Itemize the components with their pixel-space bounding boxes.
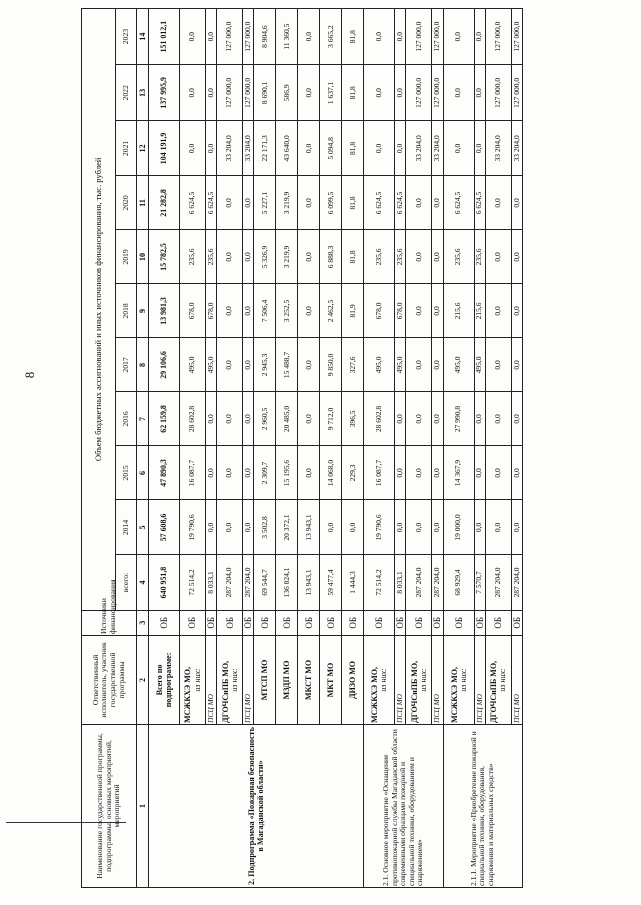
- executor-subnote: из них:: [192, 668, 202, 692]
- value-year-cell: 16 087,7: [180, 446, 206, 500]
- value-year-cell: 0,0: [243, 446, 254, 500]
- value-year-cell: 0,0: [243, 176, 254, 230]
- value-year-cell: 81,8: [342, 9, 364, 65]
- value-total-cell: 287 204,0: [243, 555, 254, 610]
- value-year-cell: 104 191,9: [149, 121, 180, 176]
- value-total-cell: 7 570,7: [474, 555, 485, 610]
- value-total-cell: 69 544,7: [254, 555, 276, 610]
- executor-name: ПСЦ МО: [205, 693, 215, 723]
- executor-cell: [320, 635, 342, 724]
- value-year-cell: 0,0: [406, 284, 432, 338]
- header-col-number: 13: [137, 65, 149, 121]
- value-year-cell: 0,0: [206, 392, 217, 446]
- value-year-cell: 81,8: [342, 230, 364, 284]
- executor-cell: [511, 635, 522, 724]
- value-year-cell: 0,0: [206, 9, 217, 65]
- value-year-cell: 0,0: [395, 446, 406, 500]
- value-year-cell: 6 624,5: [206, 176, 217, 230]
- value-year-cell: 678,0: [180, 284, 206, 338]
- value-year-cell: 586,9: [276, 65, 298, 121]
- value-year-cell: 21 282,8: [149, 176, 180, 230]
- header-numbers-row: [137, 9, 149, 888]
- executor-name: ПСЦ МО: [511, 693, 521, 723]
- value-year-cell: 0,0: [243, 338, 254, 392]
- value-year-cell: 0,0: [474, 121, 485, 176]
- value-year-cell: 15 488,7: [276, 338, 298, 392]
- header-col-number: 9: [137, 284, 149, 338]
- value-total-cell: 72 514,2: [180, 555, 206, 610]
- value-year-cell: 29 106,6: [149, 338, 180, 392]
- executor-name: МСЖКХЭ МО,: [183, 667, 193, 723]
- value-year-cell: 57 608,6: [149, 500, 180, 555]
- value-year-cell: 0,0: [432, 176, 443, 230]
- financing-source-cell: ОБ: [298, 610, 320, 635]
- value-total-cell: 640 951,8: [149, 555, 180, 610]
- value-year-cell: 14 068,0: [320, 446, 342, 500]
- value-year-cell: 0,0: [406, 500, 432, 555]
- financing-source-cell: ОБ: [149, 610, 180, 635]
- value-year-cell: 0,0: [432, 284, 443, 338]
- value-year-cell: 0,0: [511, 500, 522, 555]
- value-year-cell: 0,0: [243, 500, 254, 555]
- value-total-cell: 136 824,1: [276, 555, 298, 610]
- value-year-cell: 0,0: [395, 500, 406, 555]
- value-year-cell: 151 012,1: [149, 9, 180, 65]
- header-col-number: 11: [137, 176, 149, 230]
- value-year-cell: 127 000,0: [485, 9, 511, 65]
- value-year-cell: 127 000,0: [406, 65, 432, 121]
- executor-name: МКТ МО: [326, 662, 336, 698]
- value-year-cell: 0,0: [364, 65, 395, 121]
- header-year: 2020: [116, 176, 137, 230]
- executor-subnote: из них:: [498, 668, 508, 692]
- value-year-cell: 22 171,3: [254, 121, 276, 176]
- executor-cell: [298, 635, 320, 724]
- value-year-cell: 1 637,1: [320, 65, 342, 121]
- value-year-cell: 235,6: [206, 230, 217, 284]
- executor-name: МЗДП МО: [282, 660, 292, 700]
- value-year-cell: 6 624,5: [395, 176, 406, 230]
- value-year-cell: 0,0: [320, 500, 342, 555]
- header-year: 2019: [116, 230, 137, 284]
- value-total-cell: 1 444,3: [342, 555, 364, 610]
- value-year-cell: 0,0: [485, 230, 511, 284]
- value-year-cell: 0,0: [206, 446, 217, 500]
- value-year-cell: 0,0: [432, 230, 443, 284]
- budget-table: [81, 8, 523, 888]
- value-year-cell: 137 995,9: [149, 65, 180, 121]
- value-year-cell: 3 665,2: [320, 9, 342, 65]
- value-year-cell: 235,6: [474, 230, 485, 284]
- value-year-cell: 0,0: [443, 121, 474, 176]
- executor-cell: [395, 635, 406, 724]
- value-year-cell: 396,5: [342, 392, 364, 446]
- executor-name: ДГОЧСиПБ МО,: [409, 660, 419, 723]
- header-col-number: 8: [137, 338, 149, 392]
- value-year-cell: 0,0: [298, 284, 320, 338]
- program-name-cell: 2. Подпрограмма «Пожарная безопасность в Магаданской области»: [149, 724, 364, 887]
- table-row: [443, 9, 474, 888]
- value-year-cell: 0,0: [511, 392, 522, 446]
- value-year-cell: 0,0: [474, 446, 485, 500]
- value-year-cell: 13 981,3: [149, 284, 180, 338]
- executor-name: МТСП МО: [260, 659, 270, 701]
- value-year-cell: 0,0: [217, 230, 243, 284]
- value-year-cell: 6 624,5: [180, 176, 206, 230]
- value-year-cell: 6 888,3: [320, 230, 342, 284]
- rotated-table-container: [81, 8, 641, 888]
- value-year-cell: 33 204,0: [217, 121, 243, 176]
- executor-cell: [243, 635, 254, 724]
- value-year-cell: 127 000,0: [217, 9, 243, 65]
- value-year-cell: 0,0: [485, 392, 511, 446]
- value-year-cell: 3 502,8: [254, 500, 276, 555]
- value-year-cell: 0,0: [406, 446, 432, 500]
- value-year-cell: 0,0: [474, 9, 485, 65]
- program-name-cell: 2.1. Основное мероприятие «Оснащение противопожарной службы Магаданской области современными образцами пожарной и специальной техники, оборудованием и снаряжением»: [364, 724, 443, 887]
- table-row: [149, 9, 180, 888]
- value-year-cell: 0,0: [342, 500, 364, 555]
- header-col-number: 10: [137, 230, 149, 284]
- value-year-cell: 0,0: [395, 65, 406, 121]
- table-row: [364, 9, 395, 888]
- value-total-cell: 72 514,2: [364, 555, 395, 610]
- value-total-cell: 59 477,4: [320, 555, 342, 610]
- header-budget-total: Объем бюджетных ассигнований и иных источников финансирования, тыс. рублей: [82, 9, 116, 611]
- executor-cell: [254, 635, 276, 724]
- value-year-cell: 2 960,5: [254, 392, 276, 446]
- value-year-cell: 81,8: [342, 65, 364, 121]
- value-year-cell: 0,0: [432, 500, 443, 555]
- value-year-cell: 0,0: [298, 338, 320, 392]
- value-year-cell: 15 195,6: [276, 446, 298, 500]
- value-total-cell: 8 033,1: [395, 555, 406, 610]
- value-year-cell: 0,0: [485, 176, 511, 230]
- value-year-cell: 0,0: [511, 446, 522, 500]
- header-col-number: 3: [137, 610, 149, 635]
- executor-name: Всего по подпрограмме:: [154, 652, 173, 708]
- value-year-cell: 127 000,0: [485, 65, 511, 121]
- executor-cell: [364, 635, 395, 724]
- financing-source-cell: ОБ: [276, 610, 298, 635]
- value-year-cell: 0,0: [485, 338, 511, 392]
- value-year-cell: 0,0: [298, 230, 320, 284]
- header-name: Наименование государственной программы, подпрограммы, основных мероприятий, мероприятий: [82, 724, 137, 887]
- value-year-cell: 0,0: [243, 284, 254, 338]
- value-year-cell: 127 000,0: [243, 65, 254, 121]
- executor-name: ДГОЧСиПБ МО,: [220, 660, 230, 723]
- header-year: 2014: [116, 500, 137, 555]
- value-year-cell: 28 602,8: [364, 392, 395, 446]
- financing-source-cell: ОБ: [485, 610, 511, 635]
- executor-name: ПСЦ МО: [395, 693, 405, 723]
- header-col-number: 6: [137, 446, 149, 500]
- value-year-cell: 0,0: [298, 176, 320, 230]
- executor-cell: [432, 635, 443, 724]
- value-year-cell: 9 712,0: [320, 392, 342, 446]
- financing-source-cell: ОБ: [395, 610, 406, 635]
- value-year-cell: 0,0: [298, 392, 320, 446]
- value-year-cell: 0,0: [243, 392, 254, 446]
- value-total-cell: 13 943,1: [298, 555, 320, 610]
- executor-name: ДИЗО МО: [348, 660, 358, 699]
- value-year-cell: 0,0: [443, 9, 474, 65]
- value-year-cell: 20 372,1: [276, 500, 298, 555]
- header-col-number: 5: [137, 500, 149, 555]
- value-year-cell: 327,6: [342, 338, 364, 392]
- value-year-cell: 0,0: [217, 284, 243, 338]
- value-year-cell: 0,0: [206, 500, 217, 555]
- value-year-cell: 2 462,5: [320, 284, 342, 338]
- value-year-cell: 678,0: [206, 284, 217, 338]
- header-year: 2021: [116, 121, 137, 176]
- header-year: 2016: [116, 392, 137, 446]
- executor-cell: [276, 635, 298, 724]
- value-year-cell: 0,0: [206, 121, 217, 176]
- value-year-cell: 5 094,8: [320, 121, 342, 176]
- value-year-cell: 235,6: [364, 230, 395, 284]
- value-year-cell: 0,0: [298, 446, 320, 500]
- value-year-cell: 0,0: [474, 65, 485, 121]
- value-year-cell: 235,6: [443, 230, 474, 284]
- value-year-cell: 0,0: [432, 446, 443, 500]
- value-year-cell: 127 000,0: [511, 65, 522, 121]
- value-year-cell: 6 624,5: [474, 176, 485, 230]
- value-year-cell: 19 790,6: [364, 500, 395, 555]
- value-year-cell: 19 000,0: [443, 500, 474, 555]
- value-year-cell: 235,6: [180, 230, 206, 284]
- value-year-cell: 14 367,9: [443, 446, 474, 500]
- financing-source-cell: ОБ: [406, 610, 432, 635]
- value-year-cell: 33 204,0: [432, 121, 443, 176]
- value-year-cell: 0,0: [298, 65, 320, 121]
- value-year-cell: 0,0: [180, 9, 206, 65]
- table-body: [149, 9, 523, 888]
- value-year-cell: 235,6: [395, 230, 406, 284]
- value-year-cell: 0,0: [217, 392, 243, 446]
- value-year-cell: 0,0: [180, 65, 206, 121]
- header-col-number: 2: [137, 635, 149, 724]
- header-executor: Ответственный исполнитель, участник государственной программы: [82, 635, 137, 724]
- value-year-cell: 81,8: [342, 121, 364, 176]
- header-col-number: 1: [137, 724, 149, 887]
- value-year-cell: 0,0: [395, 121, 406, 176]
- header-vsego: всего:: [116, 555, 137, 610]
- value-total-cell: 8 033,1: [206, 555, 217, 610]
- value-year-cell: 0,0: [406, 392, 432, 446]
- header-year: 2022: [116, 65, 137, 121]
- value-year-cell: 0,0: [180, 121, 206, 176]
- value-year-cell: 0,0: [511, 284, 522, 338]
- value-year-cell: 495,0: [364, 338, 395, 392]
- header-year: 2018: [116, 284, 137, 338]
- executor-cell: [206, 635, 217, 724]
- executor-name: ПСЦ МО: [474, 693, 484, 723]
- value-year-cell: 0,0: [511, 176, 522, 230]
- value-year-cell: 11 360,5: [276, 9, 298, 65]
- executor-name: МСЖКХЭ МО,: [449, 667, 459, 723]
- value-year-cell: 0,0: [217, 338, 243, 392]
- executor-subnote: из них:: [458, 668, 468, 692]
- financing-source-cell: ОБ: [217, 610, 243, 635]
- header-col-number: 4: [137, 555, 149, 610]
- executor-name: ПСЦ МО: [432, 693, 442, 723]
- value-year-cell: 5 326,9: [254, 230, 276, 284]
- value-year-cell: 27 990,8: [443, 392, 474, 446]
- value-year-cell: 495,0: [443, 338, 474, 392]
- value-year-cell: 81,8: [342, 176, 364, 230]
- value-year-cell: 6 099,5: [320, 176, 342, 230]
- value-year-cell: 3 252,5: [276, 284, 298, 338]
- financing-source-cell: ОБ: [443, 610, 474, 635]
- value-year-cell: 0,0: [298, 9, 320, 65]
- header-col-number: 14: [137, 9, 149, 65]
- executor-subnote: из них:: [418, 668, 428, 692]
- value-year-cell: 15 782,5: [149, 230, 180, 284]
- value-year-cell: 81,9: [342, 284, 364, 338]
- value-year-cell: 0,0: [432, 392, 443, 446]
- value-year-cell: 0,0: [485, 284, 511, 338]
- value-year-cell: 6 624,5: [443, 176, 474, 230]
- value-year-cell: 16 087,7: [364, 446, 395, 500]
- financing-source-cell: ОБ: [364, 610, 395, 635]
- value-year-cell: 0,0: [432, 338, 443, 392]
- value-total-cell: 287 204,0: [432, 555, 443, 610]
- financing-source-cell: ОБ: [432, 610, 443, 635]
- value-year-cell: 0,0: [406, 338, 432, 392]
- financing-source-cell: ОБ: [180, 610, 206, 635]
- value-year-cell: 495,0: [206, 338, 217, 392]
- value-year-cell: 0,0: [474, 392, 485, 446]
- value-year-cell: 43 640,0: [276, 121, 298, 176]
- financing-source-cell: ОБ: [254, 610, 276, 635]
- value-year-cell: 229,3: [342, 446, 364, 500]
- value-year-cell: 495,0: [180, 338, 206, 392]
- value-total-cell: 287 204,0: [485, 555, 511, 610]
- value-total-cell: 287 204,0: [406, 555, 432, 610]
- value-year-cell: 0,0: [217, 500, 243, 555]
- executor-name: ПСЦ МО: [243, 693, 253, 723]
- header-financing: Источники финансирования: [82, 610, 137, 635]
- value-year-cell: 0,0: [485, 500, 511, 555]
- executor-cell: [474, 635, 485, 724]
- value-year-cell: 0,0: [406, 230, 432, 284]
- value-year-cell: 13 943,1: [298, 500, 320, 555]
- value-year-cell: 47 890,3: [149, 446, 180, 500]
- value-year-cell: 127 000,0: [432, 9, 443, 65]
- value-total-cell: 68 929,4: [443, 555, 474, 610]
- value-year-cell: 0,0: [217, 446, 243, 500]
- value-year-cell: 0,0: [206, 65, 217, 121]
- value-year-cell: 0,0: [443, 65, 474, 121]
- value-year-cell: 3 219,9: [276, 230, 298, 284]
- value-year-cell: 8 690,1: [254, 65, 276, 121]
- value-year-cell: 33 204,0: [243, 121, 254, 176]
- header-year: 2015: [116, 446, 137, 500]
- executor-name: МСЖКХЭ МО,: [370, 667, 380, 723]
- value-year-cell: 33 204,0: [485, 121, 511, 176]
- value-year-cell: 7 506,4: [254, 284, 276, 338]
- value-year-cell: 0,0: [485, 446, 511, 500]
- value-year-cell: 0,0: [406, 176, 432, 230]
- value-year-cell: 33 204,0: [406, 121, 432, 176]
- value-year-cell: 0,0: [395, 392, 406, 446]
- value-year-cell: 0,0: [243, 230, 254, 284]
- value-total-cell: 287 204,0: [217, 555, 243, 610]
- value-year-cell: 0,0: [217, 176, 243, 230]
- value-year-cell: 678,0: [395, 284, 406, 338]
- value-year-cell: 127 000,0: [406, 9, 432, 65]
- value-year-cell: 62 159,8: [149, 392, 180, 446]
- financing-source-cell: ОБ: [206, 610, 217, 635]
- executor-cell: [149, 635, 180, 724]
- executor-cell: [406, 635, 432, 724]
- value-year-cell: 215,6: [474, 284, 485, 338]
- value-year-cell: 2 945,3: [254, 338, 276, 392]
- executor-cell: [342, 635, 364, 724]
- program-name-cell: 2.1.1. Мероприятие «Приобретение пожарной и специальной техники, оборудования, снаряжения и материальных средств»: [443, 724, 522, 887]
- value-year-cell: 495,0: [395, 338, 406, 392]
- value-year-cell: 678,0: [364, 284, 395, 338]
- executor-cell: [485, 635, 511, 724]
- financing-source-cell: ОБ: [320, 610, 342, 635]
- value-year-cell: 2 309,7: [254, 446, 276, 500]
- header-year: 2023: [116, 9, 137, 65]
- financing-source-cell: ОБ: [342, 610, 364, 635]
- value-year-cell: 215,6: [443, 284, 474, 338]
- value-year-cell: 127 000,0: [243, 9, 254, 65]
- executor-cell: [180, 635, 206, 724]
- value-year-cell: 127 000,0: [511, 9, 522, 65]
- value-year-cell: 20 485,0: [276, 392, 298, 446]
- executor-name: ДГОЧСиПБ МО,: [489, 660, 499, 723]
- value-year-cell: 8 904,6: [254, 9, 276, 65]
- value-year-cell: 127 000,0: [432, 65, 443, 121]
- financing-source-cell: ОБ: [243, 610, 254, 635]
- value-year-cell: 0,0: [511, 338, 522, 392]
- value-year-cell: 6 624,5: [364, 176, 395, 230]
- value-year-cell: 0,0: [511, 230, 522, 284]
- executor-cell: [443, 635, 474, 724]
- value-year-cell: 0,0: [395, 9, 406, 65]
- executor-name: МКСТ МО: [304, 659, 314, 700]
- value-year-cell: 0,0: [298, 121, 320, 176]
- header-col-number: 12: [137, 121, 149, 176]
- value-year-cell: 127 000,0: [217, 65, 243, 121]
- executor-subnote: из них:: [379, 668, 389, 692]
- table-header: [82, 9, 149, 888]
- header-year: 2017: [116, 338, 137, 392]
- value-year-cell: 3 219,9: [276, 176, 298, 230]
- value-year-cell: 19 790,6: [180, 500, 206, 555]
- header-col-number: 7: [137, 392, 149, 446]
- value-year-cell: 5 227,1: [254, 176, 276, 230]
- value-year-cell: 495,0: [474, 338, 485, 392]
- value-year-cell: 33 204,0: [511, 121, 522, 176]
- financing-source-cell: ОБ: [511, 610, 522, 635]
- executor-subnote: из них:: [229, 668, 239, 692]
- executor-cell: [217, 635, 243, 724]
- value-year-cell: 0,0: [364, 121, 395, 176]
- value-year-cell: 0,0: [364, 9, 395, 65]
- page-number: 8: [22, 371, 37, 379]
- value-year-cell: 9 850,0: [320, 338, 342, 392]
- value-year-cell: 28 602,8: [180, 392, 206, 446]
- value-year-cell: 0,0: [474, 500, 485, 555]
- financing-source-cell: ОБ: [474, 610, 485, 635]
- value-total-cell: 287 204,0: [511, 555, 522, 610]
